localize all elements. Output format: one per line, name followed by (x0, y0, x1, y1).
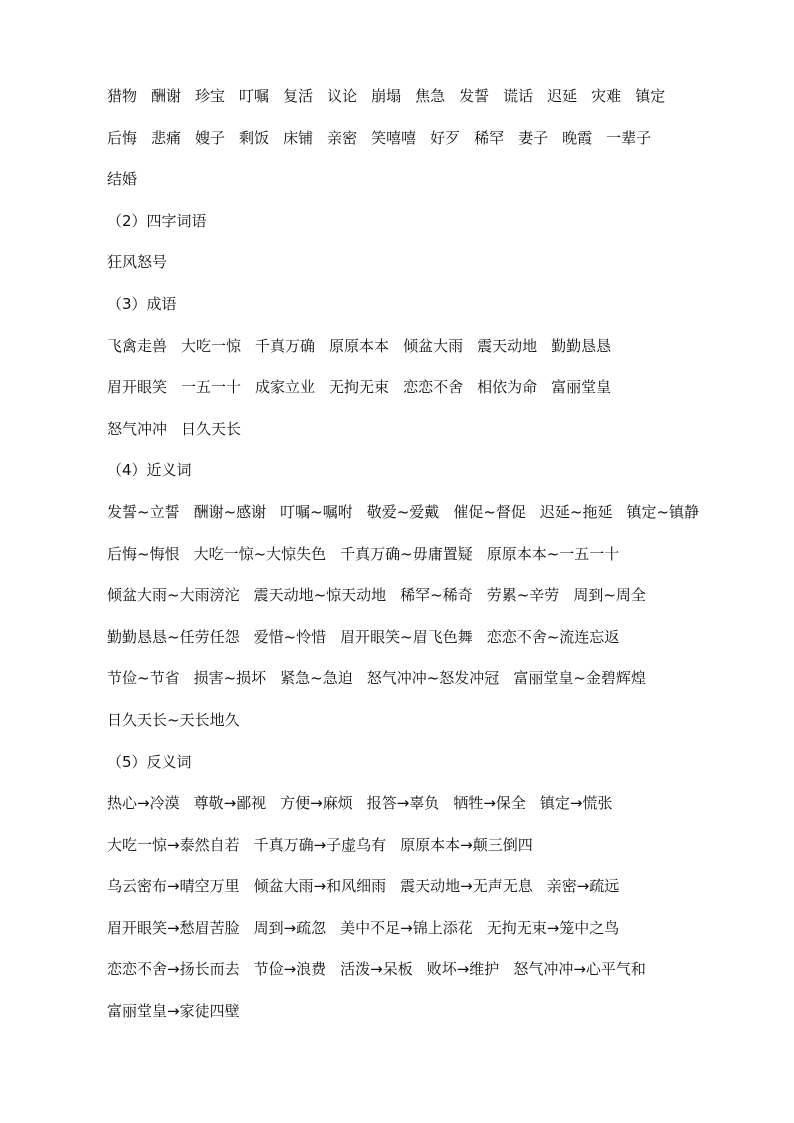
word-item: 后悔 (107, 128, 138, 147)
word-item: 晚霞 (562, 128, 593, 147)
word-item: 大吃一惊→泰然自若 (107, 835, 240, 854)
word-item: 珍宝 (195, 87, 226, 105)
word-item: 稀罕~稀奇 (400, 586, 473, 605)
word-line (107, 914, 727, 956)
word-item: 一辈子 (606, 128, 652, 147)
word-line (107, 872, 727, 914)
word-item: 眉开眼笑~眉飞色舞 (340, 627, 473, 646)
word-item: 劳累~辛劳 (486, 586, 560, 605)
word-item: 损害~损坏 (193, 669, 267, 688)
word-item: 谎话 (503, 87, 534, 105)
word-item: 牺牲→保全 (453, 794, 526, 813)
word-item: 日久天长~天长地久 (107, 710, 240, 729)
word-item: 勤勤恳恳 (551, 336, 612, 355)
word-line (107, 415, 727, 457)
word-item: 崩塌 (371, 87, 402, 105)
word-item: 成家立业 (255, 378, 316, 397)
word-item: 千真万确→子虚乌有 (253, 835, 387, 854)
word-item: 倾盆大雨→和风细雨 (253, 877, 387, 896)
word-item: 妻子 (518, 128, 549, 147)
word-line (107, 664, 727, 706)
word-item: 千真万确 (255, 336, 316, 355)
word-item: 飞禽走兽 (107, 336, 168, 355)
word-item: 催促~督促 (453, 502, 526, 521)
word-item: 迟延~拖延 (539, 502, 613, 521)
word-item: 尊敬→鄙视 (193, 794, 267, 813)
word-line (107, 498, 727, 540)
word-item: 节俭→浪费 (253, 960, 327, 979)
word-item: 狂风怒号 (107, 253, 168, 272)
word-item: 稀罕 (474, 128, 505, 147)
section-heading: （3）成语 (107, 294, 177, 313)
word-item: 周到~周全 (573, 586, 646, 605)
word-item: 床铺 (283, 128, 314, 147)
word-item: 震天动地~惊天动地 (253, 586, 387, 605)
word-item: 灾难 (591, 87, 622, 105)
word-item: 恋恋不舍 (403, 378, 464, 397)
word-item: 倾盆大雨 (403, 336, 464, 355)
word-item: 千真万确~毋庸置疑 (340, 544, 473, 563)
word-line (107, 706, 727, 748)
section-heading: （5）反义词 (107, 752, 192, 771)
word-item: 方便→麻烦 (280, 794, 353, 813)
word-line (107, 332, 727, 374)
word-item: 相依为命 (477, 378, 538, 397)
word-line (107, 165, 727, 207)
word-item: 怒气冲冲 (107, 419, 168, 438)
word-line (107, 248, 727, 290)
word-item: 活泼→呆板 (340, 960, 413, 979)
word-item: 悲痛 (151, 128, 182, 147)
section-heading: （4）近义词 (107, 461, 192, 480)
word-item: 发誓 (459, 87, 490, 105)
word-item: 怒气冲冲→心平气和 (513, 960, 646, 979)
word-item: 爱惜~怜惜 (253, 627, 327, 646)
word-item: 迟延 (547, 87, 578, 105)
word-item: 原原本本 (329, 336, 390, 355)
word-line (107, 540, 727, 582)
word-item: 笑嘻嘻 (371, 128, 417, 147)
word-item: 镇定 (635, 87, 666, 105)
word-item: 乌云密布→晴空万里 (107, 877, 240, 896)
word-item: 敬爱~爱戴 (366, 502, 440, 521)
word-item: 富丽堂皇→家徒四壁 (107, 1002, 240, 1021)
word-item: 周到→疏忽 (253, 918, 327, 937)
word-item: 议论 (327, 87, 358, 105)
word-item: 恋恋不舍→扬长而去 (107, 960, 240, 979)
word-item: 震天动地→无声无息 (400, 877, 533, 896)
word-item: 无拘无束 (329, 378, 390, 397)
document-page (107, 82, 727, 1039)
word-item: 原原本本→颠三倒四 (400, 835, 533, 854)
word-item: 酬谢~感谢 (193, 502, 267, 521)
word-item: 剩饭 (239, 128, 270, 147)
word-item: 富丽堂皇~金碧辉煌 (513, 669, 646, 688)
word-line (107, 789, 727, 831)
word-line (107, 82, 727, 124)
word-item: 无拘无束→笼中之鸟 (486, 918, 620, 937)
word-item: 镇定→慌张 (539, 794, 613, 813)
word-item: 热心→冷漠 (107, 794, 180, 813)
word-line (107, 581, 727, 623)
word-item: 叮嘱~嘱咐 (280, 502, 353, 521)
word-item: 一五一十 (181, 378, 242, 397)
word-item: 结婚 (107, 170, 138, 189)
word-item: 复活 (283, 87, 314, 105)
word-item: 震天动地 (477, 336, 538, 355)
word-item: 大吃一惊 (181, 336, 242, 355)
word-item: 倾盆大雨~大雨滂沱 (107, 586, 240, 605)
word-item: 大吃一惊~大惊失色 (193, 544, 327, 563)
word-item: 焦急 (415, 87, 446, 105)
word-item: 报答→辜负 (366, 794, 440, 813)
section-heading: （2）四字词语 (107, 211, 207, 230)
word-item: 嫂子 (195, 128, 226, 147)
word-item: 败坏→维护 (426, 960, 500, 979)
word-item: 后悔~悔恨 (107, 544, 180, 563)
word-line (107, 831, 727, 873)
word-item: 发誓~立誓 (107, 502, 180, 521)
word-item: 恋恋不舍~流连忘返 (486, 627, 620, 646)
word-item: 紧急~急迫 (280, 669, 353, 688)
word-item: 日久天长 (181, 419, 242, 438)
word-item: 好歹 (430, 128, 461, 147)
word-line (107, 955, 727, 997)
word-line (107, 623, 727, 665)
word-item: 叮嘱 (239, 87, 270, 105)
word-item: 眉开眼笑→愁眉苦脸 (107, 918, 240, 937)
word-item: 怒气冲冲~怒发冲冠 (366, 669, 500, 688)
word-line (107, 997, 727, 1039)
word-item: 镇定~镇静 (626, 502, 700, 521)
word-item: 猎物 (107, 87, 138, 105)
word-line (107, 373, 727, 415)
word-line (107, 124, 727, 166)
word-item: 眉开眼笑 (107, 378, 168, 397)
word-item: 酬谢 (151, 87, 182, 105)
word-item: 富丽堂皇 (551, 378, 612, 397)
word-item: 美中不足→锦上添花 (340, 918, 473, 937)
word-item: 原原本本~一五一十 (486, 544, 620, 563)
word-item: 节俭~节省 (107, 669, 180, 688)
word-item: 勤勤恳恳~任劳任怨 (107, 627, 240, 646)
word-item: 亲密→疏远 (546, 877, 620, 896)
word-item: 亲密 (327, 128, 358, 147)
